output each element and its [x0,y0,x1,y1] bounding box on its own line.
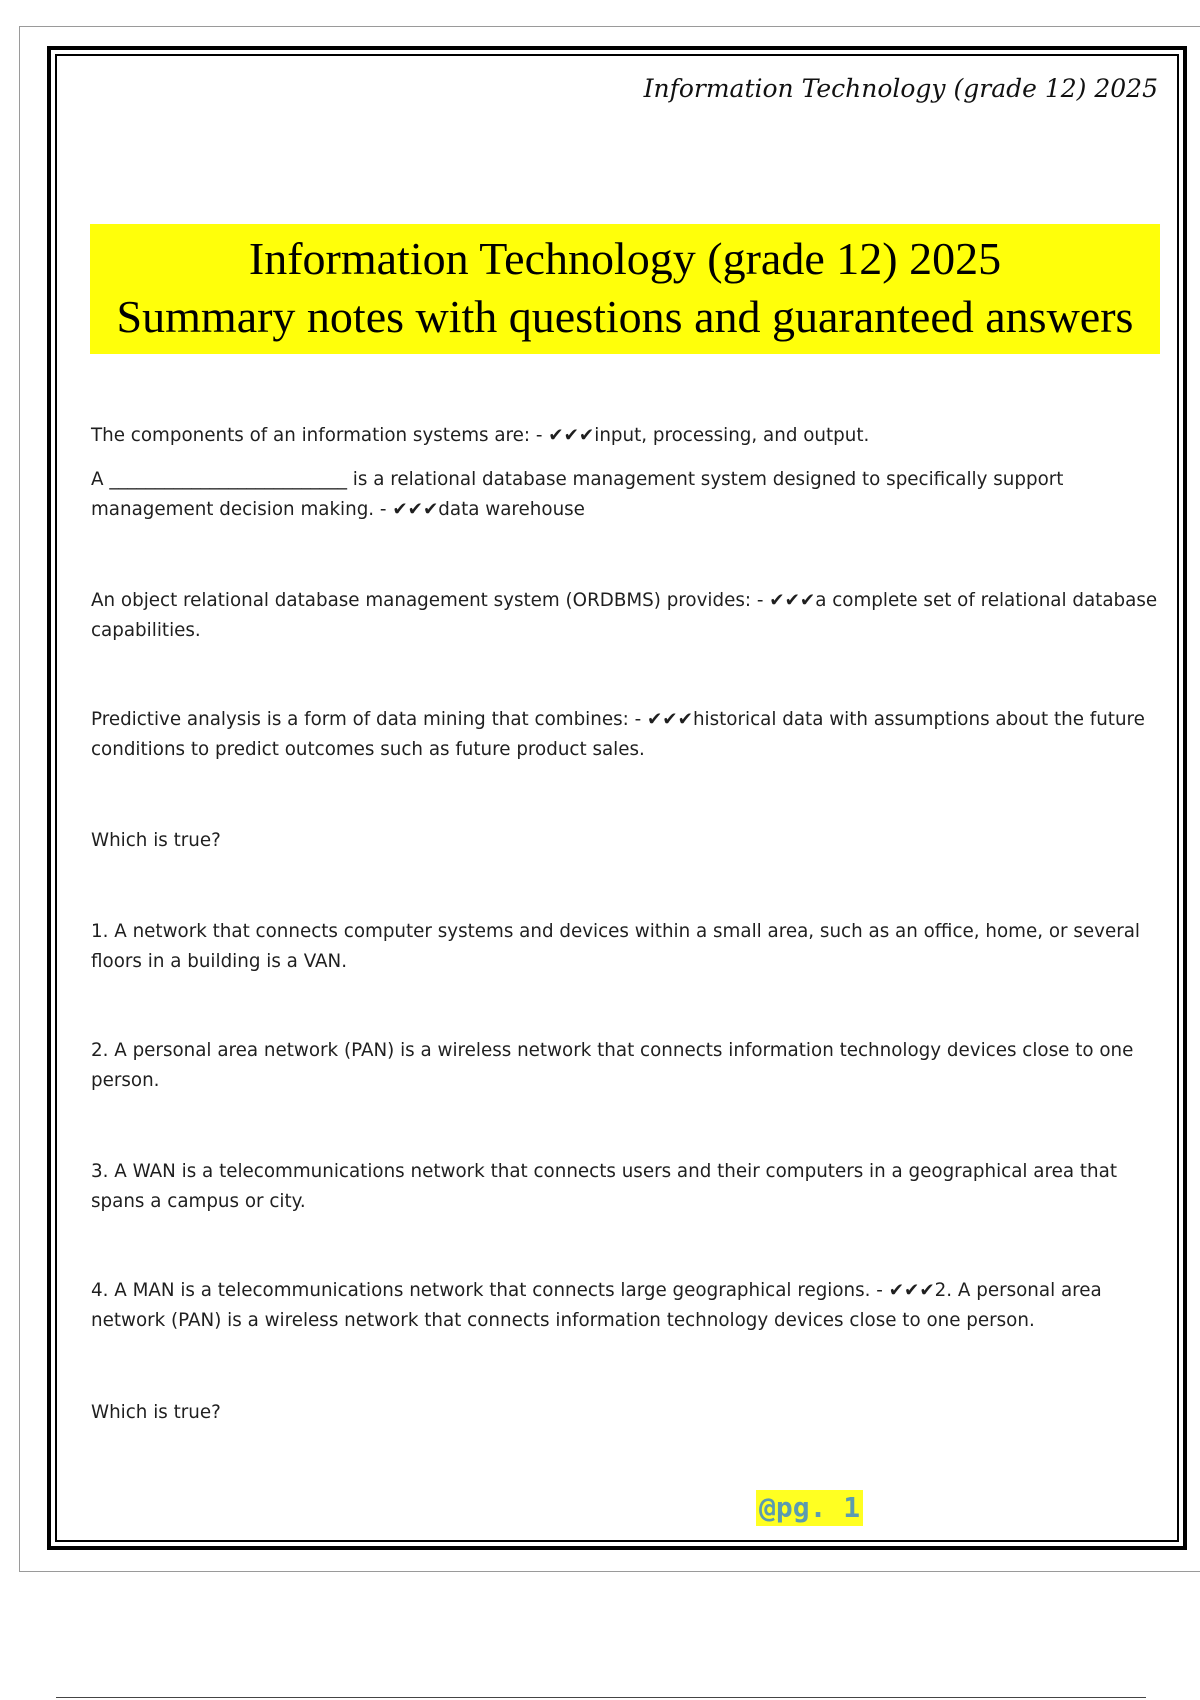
paragraph-components: The components of an information systems are: - ✔✔✔input, processing, and output. [91,425,870,446]
paragraph-predictive-analysis: Predictive analysis is a form of data mining that combines: - ✔✔✔historical data with assumptions about the future conditions to predict outcomes such as future product sales. [91,709,1145,760]
question-which-is-true: Which is true? [91,830,221,851]
option-3: 3. A WAN is a telecommunications network that connects users and their computers in a geographical area that spans a campus or city. [91,1161,1118,1212]
option-1: 1. A network that connects computer systems and devices within a small area, such as an office, home, or several floors in a building is a VAN. [91,921,1141,972]
running-header: Information Technology (grade 12) 2025 [643,74,1158,103]
document-subtitle: Summary notes with questions and guaranteed answers [116,291,1134,342]
option-2: 2. A personal area network (PAN) is a wireless network that connects information technology devices close to one person. [91,1040,1134,1091]
option-4-with-answer: 4. A MAN is a telecommunications network that connects large geographical regions. - ✔✔✔2. A personal area network (PAN) is a wireless network that connects information technology devices close to one person. [91,1280,1102,1331]
question-which-is-true-2: Which is true? [91,1402,221,1423]
document-title-block [90,224,1160,354]
document-title: Information Technology (grade 12) 2025 [248,233,1002,284]
page-number-label: @pg. 1 [756,1490,863,1526]
paragraph-data-warehouse: A __________________________ is a relational database management system designed to specifically support management decision making. - ✔✔✔data warehouse [91,469,1064,520]
footer-divider [56,1697,1146,1698]
paragraph-ordbms: An object relational database management system (ORDBMS) provides: - ✔✔✔a complete set of relational database capabilities. [91,590,1158,641]
